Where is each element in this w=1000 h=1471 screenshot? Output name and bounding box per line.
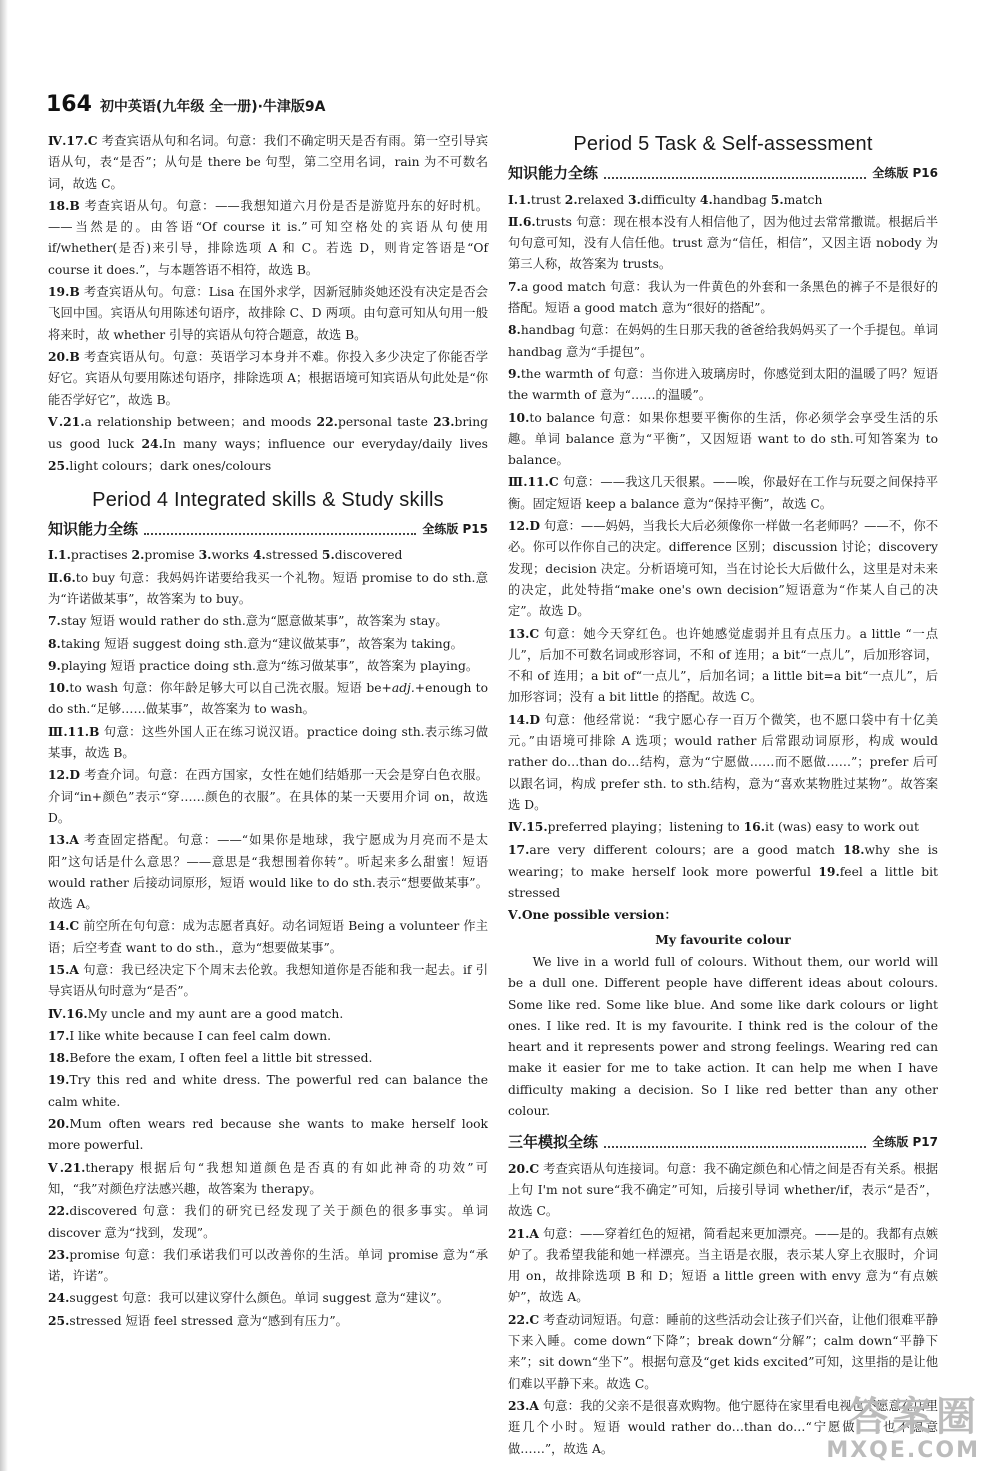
answer-item: 23.A 句意：我的父亲不是很喜欢购物。他宁愿待在家里看电视也不愿意在店里逛几个小时。短语 would rather do…than do…“宁愿做……也不愿意做……”，故选 A。 (508, 1397, 938, 1456)
answer-item: Ⅳ.15.preferred playing；listening to 16.it (was) easy to work out (508, 819, 919, 835)
section-ref: 全练版 P15 (422, 522, 488, 537)
answer-item: 15.A 句意：我已经决定下个周末去伦敦。我想知道你是否能和我一起去。if 引导宾语从句时意为“是否”。 (48, 961, 488, 999)
answer-item: 23.promise 句意：我们承诺我们可以改善你的生活。单词 promise 意为“承诺，许诺”。 (48, 1246, 488, 1284)
dotted-leader (144, 525, 416, 535)
essay-body: We live in a world full of colours. Without them, our world will be a dull one. Different people have different ideas about colours. Some like red. Some like blue. And some like dark colours or light ones. I like red. It is my favourite. I think red is the colour of the heart and it represents power and strong feelings. Wearing red can make it easier for me to take action. It can help me when I have difficulty making a decision. So I like red better than any other colour. (508, 954, 938, 1119)
answer-item: 13.A 考查固定搭配。句意：——“如果你是地球，我宁愿成为月亮而不是太阳”这句话是什么意思？——意思是“我想围着你转”。听起来多么甜蜜！短语 would rather 后接动词原形，短语 would like to do sth.表示“想要做某事”。故选 A。 (48, 832, 488, 912)
section-header-p15 (48, 519, 488, 540)
answer-item: 8.taking 短语 suggest doing sth.意为“建议做某事”，故答案为 taking。 (48, 635, 463, 651)
answer-item: 18.Before the exam, I often feel a little bit stressed. (48, 1050, 373, 1066)
section-name: 三年模拟全练 (508, 1133, 599, 1152)
page-fold-shadow (0, 0, 8, 1471)
answer-item: Ⅳ.16.My uncle and my aunt are a good match. (48, 1005, 344, 1021)
answer-item: 9.playing 短语 practice doing sth.意为“练习做某事”，故答案为 playing。 (48, 657, 479, 673)
answer-item: 20.C 考查宾语从句连接词。句意：我不确定颜色和心情之间是否有关系。根据上句 I'm not sure“我不确定”可知，后接引导词 whether/if，表示“是否”，故选 C。 (508, 1160, 938, 1219)
answer-item: 24.suggest 句意：我可以建议穿什么颜色。单词 suggest 意为“建议”。 (48, 1290, 449, 1306)
period-4-title: Period 4 Integrated skills & Study skills (92, 488, 444, 511)
answer-item: 14.C 前空所在句句意：成为志愿者真好。动名词短语 Being a volunteer 作主语；后空考查 want to do sth.，意为“想要做某事”。 (48, 918, 488, 955)
answer-item: Ⅴ.One possible version： (508, 907, 677, 923)
period-5-title: Period 5 Task & Self-assessment (573, 133, 873, 155)
page-header (46, 92, 946, 120)
watermark-logo: 答案圈 (848, 1393, 980, 1440)
answers-period3-tail (48, 130, 488, 478)
answer-item: 17.are very different colours；are a good match 18.why she is wearing；to make herself look more powerful 19.feel a little bit stressed (508, 841, 938, 901)
answer-item: Ⅴ.21.a relationship between；and moods 22.personal taste 23.bring us good luck 24.In many ways；influence our everyday/daily lives 25.light colours；dark ones/colours (48, 413, 489, 474)
answer-item: 7.stay 短语 would rather do sth.意为“愿意做某事”，故答案为 stay。 (48, 613, 448, 629)
right-column (508, 130, 938, 1460)
answer-item: 19.B 考查宾语从句。句意：Lisa 在国外求学，因新冠肺炎她还没有决定是否会飞回中国。宾语从句用陈述句语序，故排除 C、D 两项。由句意可知从句用一般将来时，故 whether 引导的宾语从句符合题意，故选 B。 (48, 284, 488, 342)
answer-item: 12.D 考查介词。句意：在西方国家，女性在她们结婚那一天会是穿白色衣服。介词“in+颜色”表示“穿……颜色的衣服”。在具体的某一天要用介词 on，故选 D。 (48, 767, 488, 825)
answer-item: 12.D 句意：——妈妈，当我长大后必须像你一样做一名老师吗？——不，你不必。你可以作你自己的决定。difference 区别；discussion 讨论；discovery 发现；decision 决定。分析语境可知，当在讨论长大后做什么，这里是对未来的决定，此处特指“make one's own decision”短语意为“作某人自己的决定”。故选 D。 (508, 518, 938, 619)
section-ref: 全练版 P17 (872, 1135, 938, 1150)
answer-item: 22.discovered 句意：我们的研究已经发现了关于颜色的很多事实。单词 discover 意为“找到，发现”。 (48, 1203, 488, 1240)
answer-item: 20.B 考查宾语从句。句意：英语学习本身并不难。你投入多少决定了你能否学好它。宾语从句要用陈述句语序，排除选项 A；根据语境可知宾语从句此处是“你能否学好它”，故选 B。 (48, 348, 488, 407)
answer-item: 13.C 句意：她今天穿红色。也许她感觉虚弱并且有点压力。a little “一点儿”，后加不可数名词或形容词，不和 of 连用；a bit“一点儿”，后加形容词，不和 of 连用；a bit of“一点儿”，后加名词；a little bit=a bit“一点儿”，后加形容词；没有 a bit little 的搭配。故选 C。 (508, 625, 938, 705)
answer-item: 7.a good match 句意：我认为一件黄色的外套和一条黑色的裤子不是很好的搭配。短语 a good match 意为“很好的搭配”。 (508, 278, 938, 316)
page-number: 164 (46, 92, 92, 117)
answers-period4 (48, 544, 488, 1332)
answer-item: 18.B 考查宾语从句。句意：——我想知道六月份是否是游览丹东的好时机。——当然是的。由答语“Of course it is.”可知空格处的宾语从句使用 if/whether(是否)来引导，排除选项 A 和 C。若选 D，则肯定答语是“Of course it does.”，与本题答语不相符，故选 B。 (48, 197, 488, 277)
answer-item: Ⅰ.1.practises 2.promise 3.works 4.stressed 5.discovered (48, 547, 403, 563)
dotted-leader (604, 1138, 866, 1148)
section-name: 知识能力全练 (508, 164, 599, 183)
dotted-leader (604, 169, 866, 179)
book-title: 初中英语(九年级 全一册)·牛津版9A (99, 99, 326, 115)
answer-item: Ⅰ.1.trust 2.relaxed 3.difficulty 4.handbag 5.match (508, 191, 823, 207)
answer-item: 9.the warmth of 句意：当你进入玻璃房时，你感觉到太阳的温暖了吗？短语 the warmth of 意为“……的温暖”。 (508, 365, 938, 403)
section-header-p17 (508, 1132, 938, 1153)
watermark-url: MXQE.COM (826, 1437, 980, 1463)
answer-item: Ⅱ.6.to buy 句意：我妈妈许诺要给我买一个礼物。短语 promise to do sth.意为“许诺做某事”，故答案为 to buy。 (48, 569, 489, 606)
answer-item: 20.Mum often wears red because she wants to make herself look more powerful. (48, 1116, 488, 1153)
answer-item: Ⅳ.17.C 考查宾语从句和名词。句意：我们不确定明天是否有雨。第一空引导宾语从句，表“是否”；从句是 there be 句型，第二空用名词，rain 为不可数名词，故选 C。 (48, 133, 488, 191)
essay-title: My favourite colour (655, 931, 791, 947)
answer-item: 10.to balance 句意：如果你想要平衡你的生活，你必须学会享受生活的乐趣。单词 balance 意为“平衡”，又因短语 want to do sth.可知答案为 to balance。 (508, 409, 938, 468)
answer-item: Ⅴ.21.therapy 根据后句“我想知道颜色是否真的有如此神奇的功效”可知，“我”对颜色疗法感兴趣，故答案为 therapy。 (48, 1159, 488, 1196)
answers-period5 (508, 189, 938, 927)
answer-item: 17.I like white because I can feel calm down. (48, 1027, 332, 1043)
answer-item: Ⅲ.11.B 句意：这些外国人正在练习说汉语。practice doing sth.表示练习做某事，故选 B。 (48, 723, 488, 761)
left-column (48, 130, 488, 1332)
answer-item: 25.stressed 短语 feel stressed 意为“感到有压力”。 (48, 1312, 348, 1328)
answer-item: 22.C 考查动词短语。句意：睡前的这些活动会让孩子们兴奋，让他们很难平静下来入睡。come down“下降”；break down“分解”；calm down“平静下来”；sit down“坐下”。根据句意及“get kids excited”可知，这里指的是让他们难以平静下来。故选 C。 (508, 1311, 938, 1391)
answer-item: 10.to wash 句意：你年龄足够大可以自己洗衣服。短语 be+adj.+enough to do sth.“足够……做某事”，故答案为 to wash。 (48, 680, 488, 717)
answer-item: 8.handbag 句意：在妈妈的生日那天我的爸爸给我妈妈买了一个手提包。单词 handbag 意为“手提包”。 (508, 322, 938, 359)
answer-item: Ⅲ.11.C 句意：——我这几天很累。——唉，你最好在工作与玩耍之间保持平衡。固定短语 keep a balance 意为“保持平衡”，故选 C。 (508, 474, 938, 511)
watermark (826, 1395, 980, 1463)
answer-item: 21.A 句意：——穿着红色的短裙，简看起来更加漂亮。——是的。我都有点嫉妒了。我希望我能和她一样漂亮。当主语是衣服，表示某人穿上衣服时，介词用 on，故排除选项 B 和 D；短语 a little green with envy 意为“有点嫉妒”，故选 A。 (508, 1225, 938, 1305)
section-header-p16 (508, 163, 938, 184)
section-ref: 全练版 P16 (872, 166, 938, 181)
answer-item: Ⅱ.6.trusts 句意：现在根本没有人相信他了，因为他过去常常撒谎。根据后半句句意可知，没有人信任他。trust 意为“信任，相信”，又因主语 nobody 为第三人称，故答案为 trusts。 (508, 213, 938, 272)
answer-item: 19.Try this red and white dress. The powerful red can balance the calm white. (48, 1072, 488, 1109)
section-name: 知识能力全练 (48, 520, 139, 539)
answer-item: 14.D 句意：他经常说：“我宁愿心存一百万个微笑，也不愿口袋中有十亿美元。”由语境可排除 A 选项；would rather 后常跟动词原形，构成 would rather do…than do…结构，意为“宁愿做……而不愿做……”；prefer 后可以跟名词，构成 prefer sth. to sth.结构，意为“喜欢某物胜过某物”。故答案选 D。 (508, 711, 938, 812)
